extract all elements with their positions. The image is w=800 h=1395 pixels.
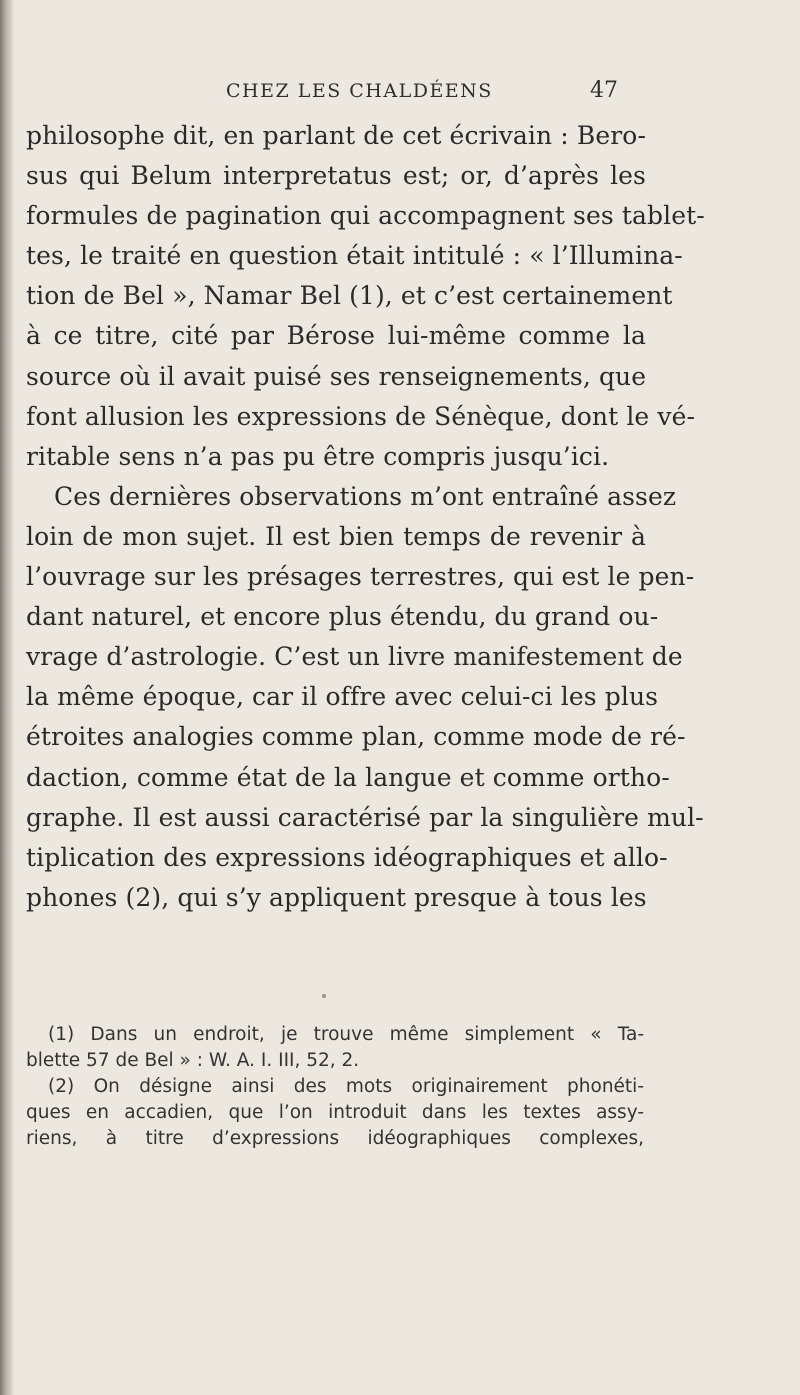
footnote-line: riens, à titre d’expressions idéographiques complexes, <box>26 1128 644 1149</box>
paper-speck <box>322 994 326 998</box>
body-line: tion de Bel », Namar Bel (1), et c’est certainement <box>26 281 673 311</box>
body-line: phones (2), qui s’y appliquent presque à tous les <box>26 882 647 912</box>
body-line: formules de pagination qui accompagnent ses tablet- <box>26 201 705 231</box>
footnote-line: blette 57 de Bel » : W. A. I. III, 52, 2. <box>26 1050 360 1071</box>
running-head <box>0 80 800 110</box>
body-text <box>26 116 705 918</box>
body-line: vrage d’astrologie. C’est un livre manifestement de <box>26 642 683 672</box>
body-line: la même époque, car il offre avec celui-ci les plus <box>26 682 659 712</box>
page-binding-edge <box>0 0 14 1395</box>
body-line: loin de mon sujet. Il est bien temps de revenir à <box>26 521 646 551</box>
body-line: étroites analogies comme plan, comme mode de ré- <box>26 722 686 752</box>
page-number: 47 <box>590 78 618 103</box>
footnotes <box>26 1022 644 1152</box>
body-line: Ces dernières observations m’ont entraîné assez <box>54 481 677 511</box>
body-line: source où il avait puisé ses renseignements, que <box>26 361 647 391</box>
body-line: tiplication des expressions idéographiques et allo- <box>26 842 668 872</box>
running-title: CHEZ LES CHALDÉENS <box>226 80 493 102</box>
body-line: à ce titre, cité par Bérose lui-même comme la <box>26 321 646 351</box>
body-line: font allusion les expressions de Sénèque, dont le vé- <box>26 401 696 431</box>
body-line: tes, le traité en question était intitulé : « l’Illumina- <box>26 241 683 271</box>
footnote-line: (2) On désigne ainsi des mots originairement phonéti- <box>48 1076 644 1097</box>
footnote-line: (1) Dans un endroit, je trouve même simplement « Ta- <box>48 1024 644 1045</box>
body-line: ritable sens n’a pas pu être compris jusqu’ici. <box>26 441 610 471</box>
body-line: l’ouvrage sur les présages terrestres, qui est le pen- <box>26 562 695 592</box>
body-line: philosophe dit, en parlant de cet écrivain : Bero- <box>26 121 646 150</box>
body-line: daction, comme état de la langue et comme ortho- <box>26 762 670 792</box>
body-line: sus qui Belum interpretatus est; or, d’après les <box>26 161 646 191</box>
footnote-line: ques en accadien, que l’on introduit dans les textes assy- <box>26 1102 644 1123</box>
body-line: dant naturel, et encore plus étendu, du grand ou- <box>26 602 659 632</box>
body-line: graphe. Il est aussi caractérisé par la singulière mul- <box>26 802 704 832</box>
